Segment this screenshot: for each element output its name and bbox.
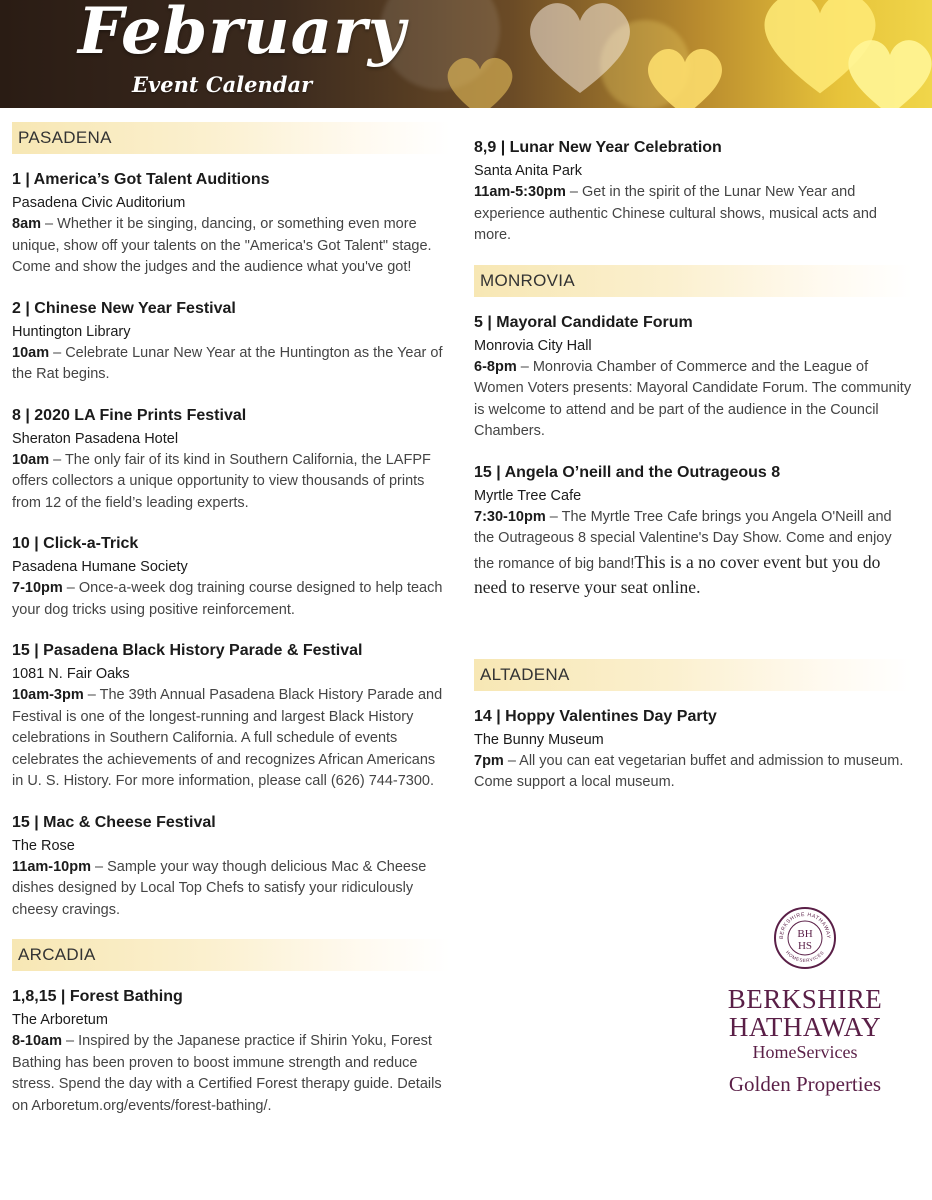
heart-icon [520, 0, 640, 100]
event-title: 2 | Chinese New Year Festival [12, 299, 236, 317]
right-column [474, 136, 912, 812]
event-description-text: – Monrovia Chamber of Commerce and the League of Women Voters presents: Mayoral Candidate Forum. The community is welcome to attend and be part of the audience in the Council Chambers. [474, 358, 912, 439]
event-time: 10am [12, 344, 50, 361]
event-description-text: – The Myrtle Tree Cafe brings you Angela O'Neill and the Outrageous 8 special Valentine's Day Show. Come and enjoy the romance of big band! [474, 508, 892, 572]
event-description [474, 182, 912, 247]
event-venue: Sheraton Pasadena Hotel [12, 430, 179, 447]
section-heading-arcadia: ARCADIA [12, 939, 450, 971]
event-venue: Santa Anita Park [474, 163, 583, 179]
seal-top-text: BERKSHIRE HATHAWAY [778, 911, 832, 940]
section-heading-altadena: ALTADENA [474, 659, 912, 691]
event-venue: Pasadena Civic Auditorium [12, 195, 186, 211]
event-venue: Monrovia City Hall [474, 337, 592, 354]
event-description-text: – Sample your way though delicious Mac & Cheese dishes designed by Local Top Chefs to satisfy your ridiculously cheesy cravings. [12, 858, 427, 918]
event-item [474, 136, 912, 247]
event-item [12, 639, 450, 793]
event-item [474, 311, 912, 443]
event-description-text: – Celebrate Lunar New Year at the Huntington as the Year of the Rat begins. [12, 344, 443, 382]
bhhs-logo [700, 900, 910, 1099]
event-title: 1 | America’s Got Talent Auditions [12, 171, 270, 188]
event-time: 8-10am [12, 1033, 62, 1049]
event-time: 8am [12, 216, 42, 232]
event-description-text: – All you can eat vegetarian buffet and admission to museum. Come support a local museum. [474, 752, 904, 790]
heart-icon [440, 50, 520, 108]
event-title: 1,8,15 | Forest Bathing [12, 988, 183, 1005]
event-description-text: – The 39th Annual Pasadena Black History Parade and Festival is one of the longest-running and largest Black History celebrations in Southern California. A full schedule of events celebrates the achievements of and recognizes African Americans in U. S. History. For more information, please call (626) 744-7300. [12, 687, 443, 789]
logo-homeservices: HomeServices [752, 1042, 858, 1062]
event-time: 7-10pm [12, 580, 63, 596]
event-item [12, 532, 450, 621]
event-time: 7:30-10pm [474, 508, 546, 525]
event-description-note: This is a no cover event but you do need to reserve your seat online. [474, 551, 881, 597]
event-venue: The Arboretum [12, 1012, 108, 1028]
logo-wordmark-berkshire: BERKSHIRE [727, 984, 883, 1014]
event-item [12, 404, 450, 515]
event-title: 8,9 | Lunar New Year Celebration [474, 139, 722, 156]
event-description [12, 685, 450, 793]
section-heading-pasadena: PASADENA [12, 122, 450, 154]
event-title: 8 | 2020 LA Fine Prints Festival [12, 406, 247, 424]
event-description [12, 450, 450, 515]
heart-icon [640, 40, 730, 108]
event-title: 15 | Pasadena Black History Parade & Festival [12, 642, 363, 659]
event-time: 6-8pm [474, 358, 517, 375]
event-venue: The Rose [12, 837, 75, 854]
event-description [474, 507, 912, 601]
event-time: 10am [12, 451, 50, 468]
event-venue: Myrtle Tree Cafe [474, 487, 582, 504]
event-description-text: – Get in the spirit of the Lunar New Year and experience authentic Chinese cultural shows, musical acts and more. [474, 184, 877, 243]
event-item [12, 168, 450, 279]
event-venue: 1081 N. Fair Oaks [12, 666, 130, 682]
header-banner [0, 0, 932, 108]
heart-icon [840, 30, 932, 108]
event-time: 11am-5:30pm [474, 184, 566, 200]
event-title: 5 | Mayoral Candidate Forum [474, 313, 693, 331]
event-title: 10 | Click-a-Trick [12, 535, 139, 552]
left-column [12, 122, 450, 1135]
event-item [12, 811, 450, 922]
bhhs-seal-icon [773, 906, 837, 970]
logo-wordmark-hathaway: HATHAWAY [728, 1012, 882, 1042]
event-title: 15 | Angela O’neill and the Outrageous 8 [474, 463, 781, 481]
event-description [12, 578, 450, 621]
seal-monogram-top: BH [797, 928, 813, 940]
event-venue: Huntington Library [12, 323, 131, 340]
banner-subtitle: Event Calendar [132, 72, 313, 97]
seal-monogram-bottom: HS [797, 940, 813, 952]
event-item [12, 297, 450, 386]
event-item [474, 705, 912, 794]
event-venue: Pasadena Humane Society [12, 559, 188, 575]
event-description [474, 357, 912, 443]
event-description [474, 751, 912, 794]
event-time: 11am-10pm [12, 858, 91, 875]
event-venue: The Bunny Museum [474, 731, 604, 748]
event-time: 10am-3pm [12, 687, 84, 703]
event-title: 14 | Hoppy Valentines Day Party [474, 707, 717, 725]
event-item [12, 985, 450, 1117]
event-description [12, 1031, 450, 1117]
event-description [12, 343, 450, 386]
event-description [12, 857, 450, 922]
section-heading-monrovia: MONROVIA [474, 265, 912, 297]
event-description-text: – Once-a-week dog training course designed to help teach your dog tricks using positive reinforcement. [12, 580, 443, 618]
event-time: 7pm [474, 752, 504, 769]
logo-golden-properties: Golden Properties [728, 1072, 882, 1096]
event-item [474, 461, 912, 601]
event-description-text: – The only fair of its kind in Southern California, the LAFPF offers collectors a unique opportunity to view thousands of prints from 12 of the field’s leading experts. [12, 451, 431, 511]
seal-bottom-text: HOMESERVICES [784, 949, 826, 964]
event-title: 15 | Mac & Cheese Festival [12, 813, 216, 831]
event-description-text: – Whether it be singing, dancing, or something even more unique, show off your talents on the "America's Got Talent" stage. Come and show the judges and the audience what you've got! [12, 216, 432, 275]
event-description [12, 214, 450, 279]
event-description-text: – Inspired by the Japanese practice if Shirin Yoku, Forest Bathing has been proven to boost immune strength and reduce stress. Spend the day with a Certified Forest therapy guide. Details on Arboretum.org/events/forest-bathing/. [12, 1033, 442, 1114]
banner-title: February [78, 0, 407, 69]
